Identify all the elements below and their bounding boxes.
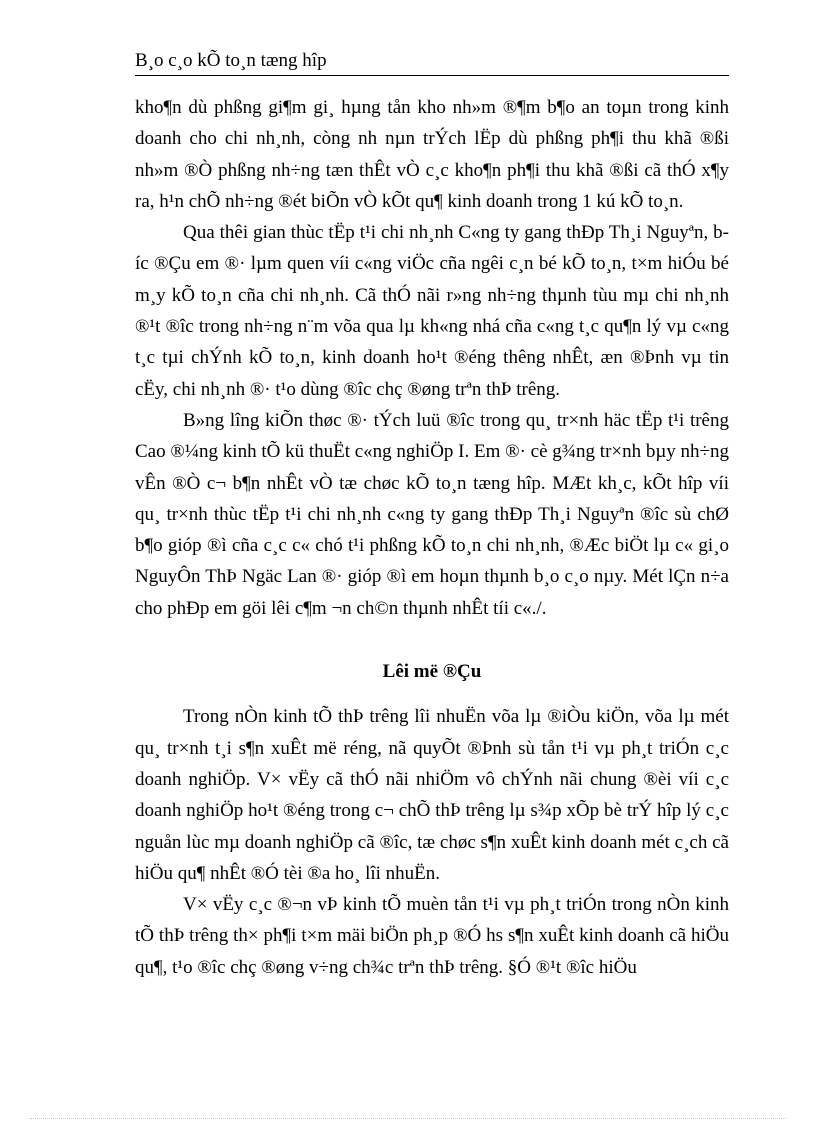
page-header	[135, 49, 729, 76]
paragraph-intro-1: Trong nÒn kinh tÕ thÞ trêng lîi nhuËn võa lµ ®iÒu kiÖn, võa lµ mét qu¸ tr×nh t¸i s¶n xuÊt më réng, nã quyÕt ®Þnh sù tån t¹i vµ ph¸t triÓn c¸c doanh nghiÖp. V× vËy cã thÓ nãi nhiÖm vô chÝnh nãi chung ®èi víi c¸c doanh nghiÖp ho¹t ®éng trong c¬ chÕ thÞ trêng lµ s¾p xÕp bè trÝ hîp lý c¸c nguån lùc mµ doanh nghiÖp cã ®îc, tæ chøc s¶n xuÊt kinh doanh mét c¸ch cã hiÖu qu¶ nhÊt ®Ó tèi ®a ho¸ lîi nhuËn.	[135, 706, 729, 884]
section-heading: Lêi më ®Çu	[382, 661, 482, 683]
paragraph-internship: Qua thêi gian thùc tËp t¹i chi nh¸nh C«ng ty gang thÐp Th¸i Nguyªn, bíc ®Çu em ®· lµm quen víi c«ng viÖc cña ngêi c¸n bé kÕ to¸n, t×m hiÓu bé m¸y kÕ to¸n cña chi nh¸nh. Cã thÓ nãi r»ng nh÷ng thµnh tùu mµ chi nh¸nh ®¹t ®îc trong nh÷ng n¨m võa qua lµ kh«ng nhá cña c«ng t¸c qu¶n lý vµ c«ng t¸c tµi chÝnh kÕ to¸n, kinh doanh ho¹t ®éng thêng nhÊt, æn ®Þnh vµ tin cËy, chi nh¸nh ®· t¹o dùng ®îc chç ®øng trªn thÞ trêng.	[135, 222, 729, 400]
document-body	[135, 92, 729, 983]
paragraph-intro-2: V× vËy c¸c ®¬n vÞ kinh tÕ muèn tån t¹i vµ ph¸t triÓn trong nÒn kinh tÕ thÞ trêng th× ph¶i t×m mäi biÖn ph¸p ®Ó hs s¶n xuÊt kinh doanh cã hiÖu qu¶, t¹o ®îc chç ®øng v÷ng ch¾c trªn thÞ trêng. §Ó ®¹t ®îc hiÖu	[135, 894, 729, 978]
paragraph-continuation: kho¶n dù phßng gi¶m gi¸ hµng tån kho nh»m ®¶m b¶o an toµn trong kinh doanh cho chi nh¸nh, còng nh nµn trÝch lËp dù phßng ph¶i thu khã ®ßi nh»m ®Ò phßng nh÷ng tæn thÊt vÒ c¸c kho¶n ph¶i thu khã ®ßi cã thÓ x¶y ra, h¹n chÕ nh÷ng ®ét biÕn vÒ kÕt qu¶ kinh doanh trong 1 kú kÕ to¸n.	[135, 97, 729, 212]
page-edge-divider	[30, 1118, 786, 1119]
header-title: B¸o c¸o kÕ to¸n tæng hîp	[135, 50, 327, 71]
paragraph-acknowledgement: B»ng lîng kiÕn thøc ®· tÝch luü ®îc trong qu¸ tr×nh häc tËp t¹i trêng Cao ®¼ng kinh tÕ kü thuËt c«ng nghiÖp I. Em ®· cè g¾ng tr×nh bµy nh÷ng vÊn ®Ò c¬ b¶n nhÊt vÒ tæ chøc kÕ to¸n tæng hîp. MÆt kh¸c, kÕt hîp víi qu¸ tr×nh thùc tËp t¹i chi nh¸nh c«ng ty gang thÐp Th¸i Nguyªn ®îc sù chØ b¶o gióp ®ì cña c¸c c« chó t¹i phßng kÕ to¸n chi nh¸nh, ®Æc biÖt lµ c« gi¸o NguyÔn ThÞ Ngäc Lan ®· gióp ®ì em hoµn thµnh b¸o c¸o nµy. Mét lÇn n÷a cho phÐp em göi lêi c¶m ¬n ch©n thµnh nhÊt tíi c«./.	[135, 409, 729, 619]
